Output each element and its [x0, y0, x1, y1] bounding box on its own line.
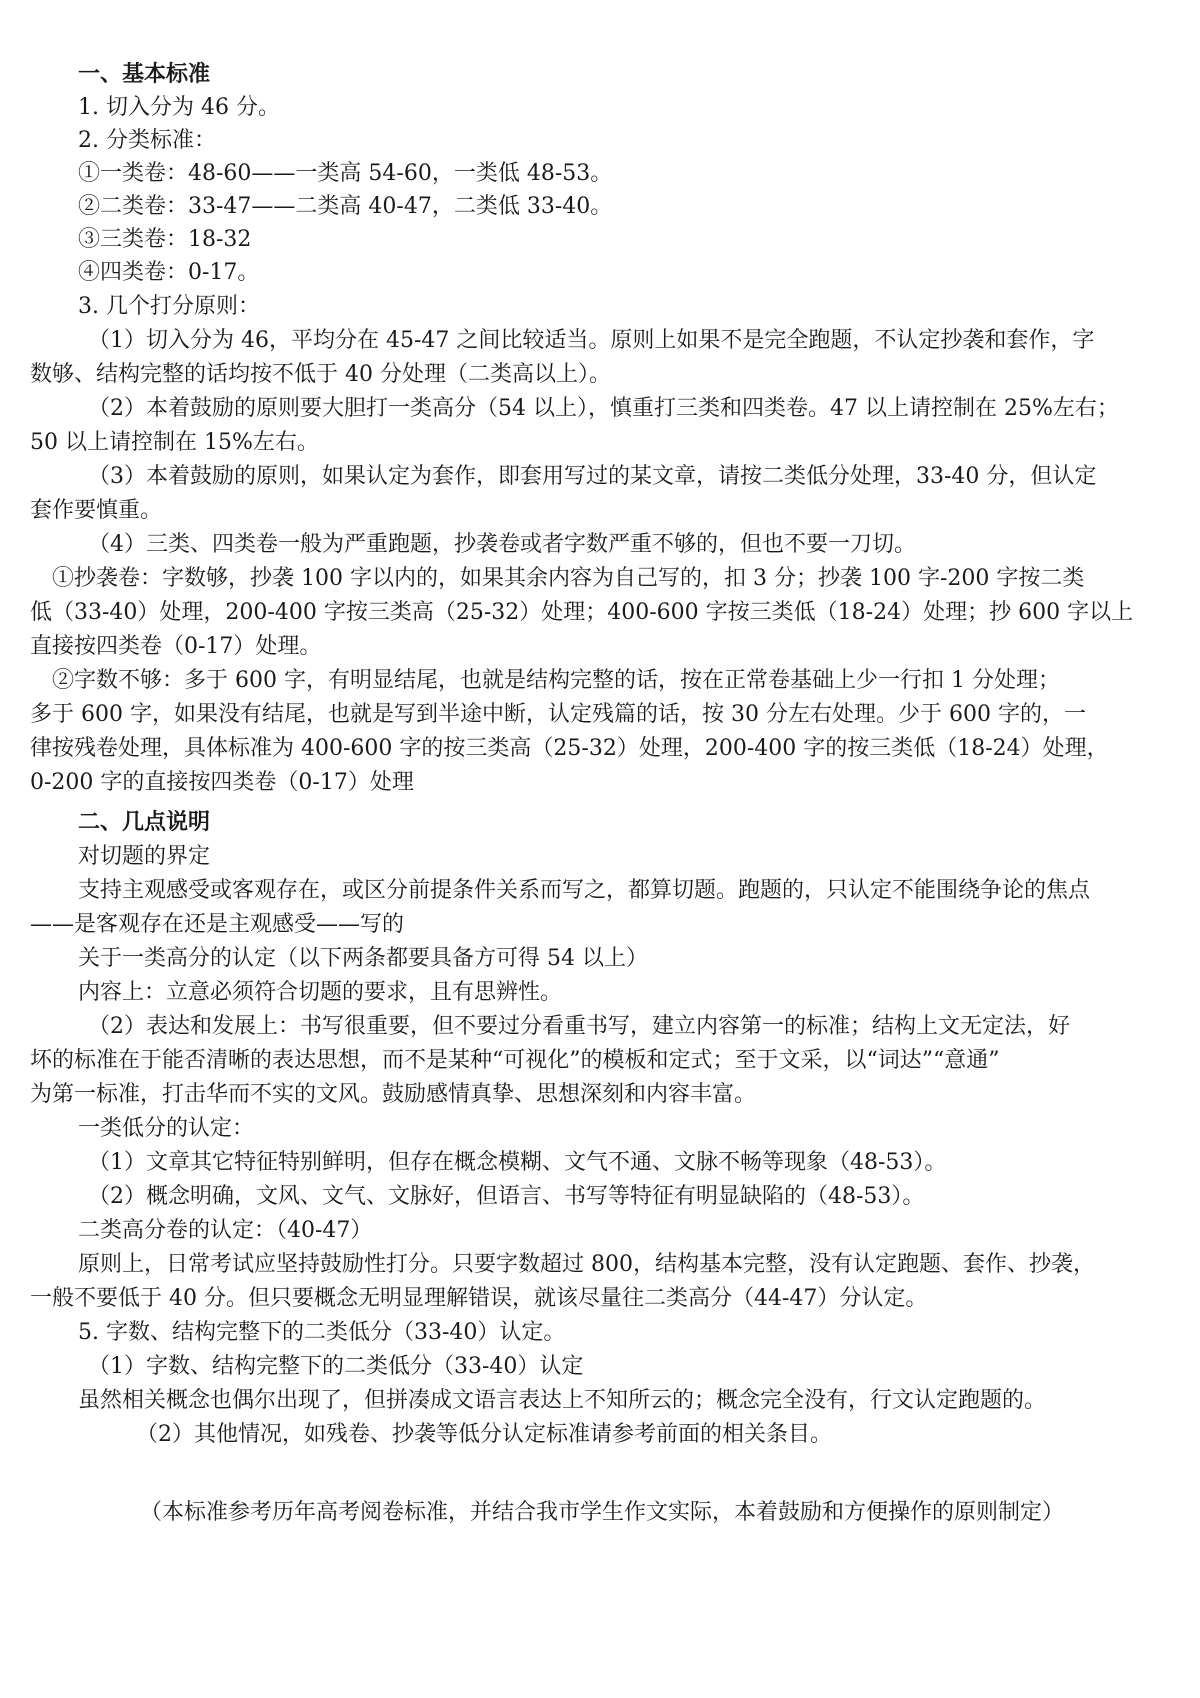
text-line: 3. 几个打分原则： — [78, 294, 260, 319]
section-heading-basic-standards: 一、基本标准 — [78, 62, 211, 87]
text-line: （1）文章其它特征特别鲜明，但存在概念模糊、文气不通、文脉不畅等现象（48-53）。 — [88, 1150, 947, 1175]
text-line: 对切题的界定 — [78, 844, 211, 869]
text-line: 虽然相关概念也偶尔出现了，但拼凑成文语言表达上不知所云的；概念完全没有，行文认定跑题的。 — [78, 1388, 1047, 1413]
footer-note: （本标准参考历年高考阅卷标准，并结合我市学生作文实际，本着鼓励和方便操作的原则制定） — [140, 1500, 1065, 1525]
text-line: 直接按四类卷（0-17）处理。 — [30, 634, 322, 659]
text-line: 为第一标准，打击华而不实的文风。鼓励感情真挚、思想深刻和内容丰富。 — [30, 1082, 757, 1107]
text-line: ④四类卷：0-17。 — [78, 260, 260, 285]
text-line: ①一类卷：48-60——一类高 54-60，一类低 48-53。 — [78, 161, 613, 186]
text-line: 原则上，日常考试应坚持鼓励性打分。只要字数超过 800，结构基本完整，没有认定跑题、套作、抄袭， — [78, 1252, 1095, 1277]
text-line: 50 以上请控制在 15%左右。 — [30, 430, 319, 455]
section-heading-notes: 二、几点说明 — [78, 810, 211, 835]
text-line: 关于一类高分的认定（以下两条都要具备方可得 54 以上） — [78, 946, 648, 971]
text-line: 套作要慎重。 — [30, 498, 163, 523]
text-line: （1）切入分为 46，平均分在 45-47 之间比较适当。原则上如果不是完全跑题，不认定抄袭和套作，字 — [88, 328, 1095, 353]
text-line: （4）三类、四类卷一般为严重跑题，抄袭卷或者字数严重不够的，但也不要一刀切。 — [88, 532, 916, 557]
text-line: 5. 字数、结构完整下的二类低分（33-40）认定。 — [78, 1320, 566, 1345]
text-line: 坏的标准在于能否清晰的表达思想，而不是某种“可视化”的模板和定式；至于文采，以“词达”“意通” — [30, 1048, 1000, 1073]
text-line: （2）其他情况，如残卷、抄袭等低分认定标准请参考前面的相关条目。 — [136, 1422, 832, 1447]
text-line: 律按残卷处理，具体标准为 400-600 字的按三类高（25-32）处理，200-400 字的按三类低（18-24）处理， — [30, 736, 1109, 761]
text-line: 一般不要低于 40 分。但只要概念无明显理解错误，就该尽量往二类高分（44-47）分认定。 — [30, 1286, 928, 1311]
text-line: 数够、结构完整的话均按不低于 40 分处理（二类高以上）。 — [30, 362, 611, 387]
text-line: （2）概念明确，文风、文气、文脉好，但语言、书写等特征有明显缺陷的（48-53）。 — [88, 1184, 925, 1209]
text-line: ①抄袭卷：字数够，抄袭 100 字以内的，如果其余内容为自己写的，扣 3 分；抄袭 100 字-200 字按二类 — [52, 566, 1085, 591]
text-line: 支持主观感受或客观存在，或区分前提条件关系而写之，都算切题。跑题的，只认定不能围绕争论的焦点 — [78, 878, 1091, 903]
text-line: （2）本着鼓励的原则要大胆打一类高分（54 以上），慎重打三类和四类卷。47 以上请控制在 25%左右； — [88, 396, 1119, 421]
text-line: （1）字数、结构完整下的二类低分（33-40）认定 — [88, 1354, 584, 1379]
text-line: 0-200 字的直接按四类卷（0-17）处理 — [30, 770, 414, 795]
text-line: （3）本着鼓励的原则，如果认定为套作，即套用写过的某文章，请按二类低分处理，33-40 分，但认定 — [88, 464, 1097, 489]
text-line: 二类高分卷的认定：（40-47） — [78, 1218, 373, 1243]
text-line: ③三类卷：18-32 — [78, 227, 252, 252]
text-line: 2. 分类标准： — [78, 128, 216, 153]
text-line: 1. 切入分为 46 分。 — [78, 95, 280, 120]
text-line: 多于 600 字，如果没有结尾，也就是写到半途中断，认定残篇的话，按 30 分左右处理。少于 600 字的，一 — [30, 702, 1086, 727]
text-line: ②字数不够：多于 600 字，有明显结尾，也就是结构完整的话，按在正常卷基础上少一行扣 1 分处理； — [52, 668, 1060, 693]
text-line: （2）表达和发展上：书写很重要，但不要过分看重书写，建立内容第一的标准；结构上文无定法，好 — [88, 1014, 1071, 1039]
text-line: ②二类卷：33-47——二类高 40-47，二类低 33-40。 — [78, 194, 613, 219]
text-line: 低（33-40）处理，200-400 字按三类高（25-32）处理；400-600 字按三类低（18-24）处理；抄 600 字以上 — [30, 600, 1134, 625]
text-line: ——是客观存在还是主观感受——写的 — [30, 912, 405, 937]
text-line: 内容上：立意必须符合切题的要求，且有思辨性。 — [78, 980, 563, 1005]
text-line: 一类低分的认定： — [78, 1116, 255, 1141]
